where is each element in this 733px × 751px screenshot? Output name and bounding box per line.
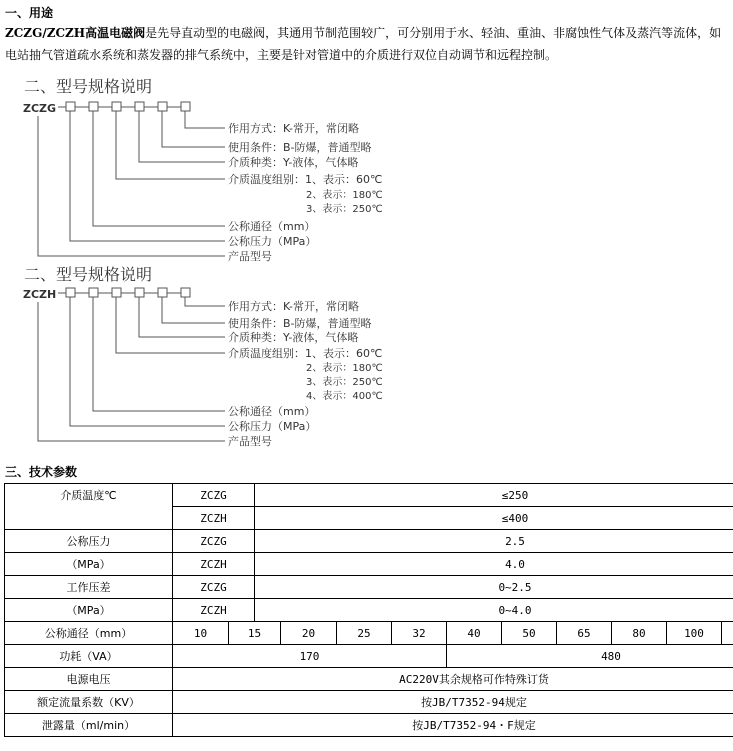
diameter-label: 公称通径（mm） bbox=[5, 622, 173, 645]
table-row bbox=[5, 599, 733, 622]
voltage-value: AC220V其余规格可作特殊订货 bbox=[173, 668, 733, 691]
label-nominal-diameter: 公称通径（mm） bbox=[228, 405, 316, 418]
pressure-label: 公称压力 bbox=[5, 530, 173, 553]
intro-product-name: ZCZG/ZCZH高温电磁阀 bbox=[5, 26, 146, 40]
label-medium-type: 介质种类：Y-液体，气体略 bbox=[228, 331, 359, 344]
model-diagram-zczg bbox=[0, 72, 733, 264]
diff-zczh: 0~4.0 bbox=[255, 599, 733, 622]
table-row bbox=[5, 484, 733, 507]
model-cell: ZCZG bbox=[173, 484, 255, 507]
label-temp-group: 介质温度组别：1、表示：60℃ bbox=[228, 347, 383, 360]
label-temp-3: 3、表示：250℃ bbox=[306, 377, 383, 388]
label-temp-2: 2、表示：180℃ bbox=[306, 363, 383, 374]
flow-value: 按JB/T7352-94规定 bbox=[173, 691, 733, 714]
label-nominal-pressure: 公称压力（MPa） bbox=[228, 235, 317, 248]
intro-paragraph bbox=[5, 22, 727, 66]
diff-label: 工作压差 bbox=[5, 576, 173, 599]
temp-label: 介质温度℃ bbox=[5, 484, 173, 530]
table-row bbox=[5, 576, 733, 599]
diagram-title: 二、型号规格说明 bbox=[24, 77, 153, 96]
section3-title: 三、技术参数 bbox=[5, 465, 78, 479]
voltage-label: 电源电压 bbox=[5, 668, 173, 691]
label-temp-group: 介质温度组别：1、表示：60℃ bbox=[228, 173, 383, 186]
table-row bbox=[5, 553, 733, 576]
table-row bbox=[5, 645, 733, 668]
power-label: 功耗（VA） bbox=[5, 645, 173, 668]
table-row bbox=[5, 668, 733, 691]
model-cell: ZCZG bbox=[173, 576, 255, 599]
diameter-cell: 15 bbox=[229, 622, 281, 645]
table-row bbox=[5, 530, 733, 553]
table-row bbox=[5, 691, 733, 714]
pressure-zczg: 2.5 bbox=[255, 530, 733, 553]
model-cell: ZCZH bbox=[173, 507, 255, 530]
label-product-model: 产品型号 bbox=[228, 250, 272, 263]
label-use-condition: 使用条件：B-防爆，普通型略 bbox=[228, 317, 372, 330]
diameter-cell: 80 bbox=[612, 622, 667, 645]
diameter-cell: 100 bbox=[667, 622, 722, 645]
diameter-cell: 20 bbox=[281, 622, 337, 645]
power-small: 170 bbox=[173, 645, 447, 668]
label-use-condition: 使用条件：B-防爆，普通型略 bbox=[228, 141, 372, 154]
diff-unit: （MPa） bbox=[5, 599, 173, 622]
label-medium-type: 介质种类：Y-液体，气体略 bbox=[228, 156, 359, 169]
diameter-cell: 40 bbox=[447, 622, 502, 645]
label-temp-2: 2、表示：180℃ bbox=[306, 190, 383, 201]
label-action-mode: 作用方式：K-常开，常闭略 bbox=[228, 300, 360, 313]
model-code: ZCZH bbox=[23, 288, 57, 301]
table-row bbox=[5, 622, 733, 645]
intro-text: 是先导直动型的电磁阀，其通用节制范围较广，可分别用于水、轻油、重油、非腐蚀性气体及蒸汽等流体，如电站抽气管道疏水系统和蒸发器的排气系统中，主要是针对管道中的介质进行双位自动调节和远程控制。 bbox=[5, 26, 722, 62]
model-code: ZCZG bbox=[23, 102, 57, 115]
table-row bbox=[5, 714, 733, 737]
leak-label: 泄露量（ml/min） bbox=[5, 714, 173, 737]
diameter-cell: 10 bbox=[173, 622, 229, 645]
label-nominal-diameter: 公称通径（mm） bbox=[228, 220, 316, 233]
diagram-title: 二、型号规格说明 bbox=[24, 265, 153, 284]
diameter-cell: 65 bbox=[557, 622, 612, 645]
label-nominal-pressure: 公称压力（MPa） bbox=[228, 420, 317, 433]
diameter-cell: 32 bbox=[392, 622, 447, 645]
diameter-cell: 25 bbox=[337, 622, 392, 645]
label-temp-3: 3、表示：250℃ bbox=[306, 204, 383, 215]
power-large: 480 bbox=[447, 645, 733, 668]
model-cell: ZCZG bbox=[173, 530, 255, 553]
temp-zczg: ≤250 bbox=[255, 484, 733, 507]
pressure-unit: （MPa） bbox=[5, 553, 173, 576]
section1-title: 一、用途 bbox=[5, 6, 54, 20]
pressure-zczh: 4.0 bbox=[255, 553, 733, 576]
diameter-cell: 50 bbox=[502, 622, 557, 645]
model-cell: ZCZH bbox=[173, 553, 255, 576]
label-product-model: 产品型号 bbox=[228, 435, 272, 448]
diff-zczg: 0~2.5 bbox=[255, 576, 733, 599]
leak-value: 按JB/T7352-94・F规定 bbox=[173, 714, 733, 737]
flow-label: 额定流量系数（KV） bbox=[5, 691, 173, 714]
model-cell: ZCZH bbox=[173, 599, 255, 622]
tech-params-table bbox=[4, 483, 733, 737]
label-temp-4: 4、表示：400℃ bbox=[306, 391, 383, 402]
label-action-mode: 作用方式：K-常开，常闭略 bbox=[228, 122, 360, 135]
temp-zczh: ≤400 bbox=[255, 507, 733, 530]
model-diagram-zczh bbox=[0, 264, 733, 454]
